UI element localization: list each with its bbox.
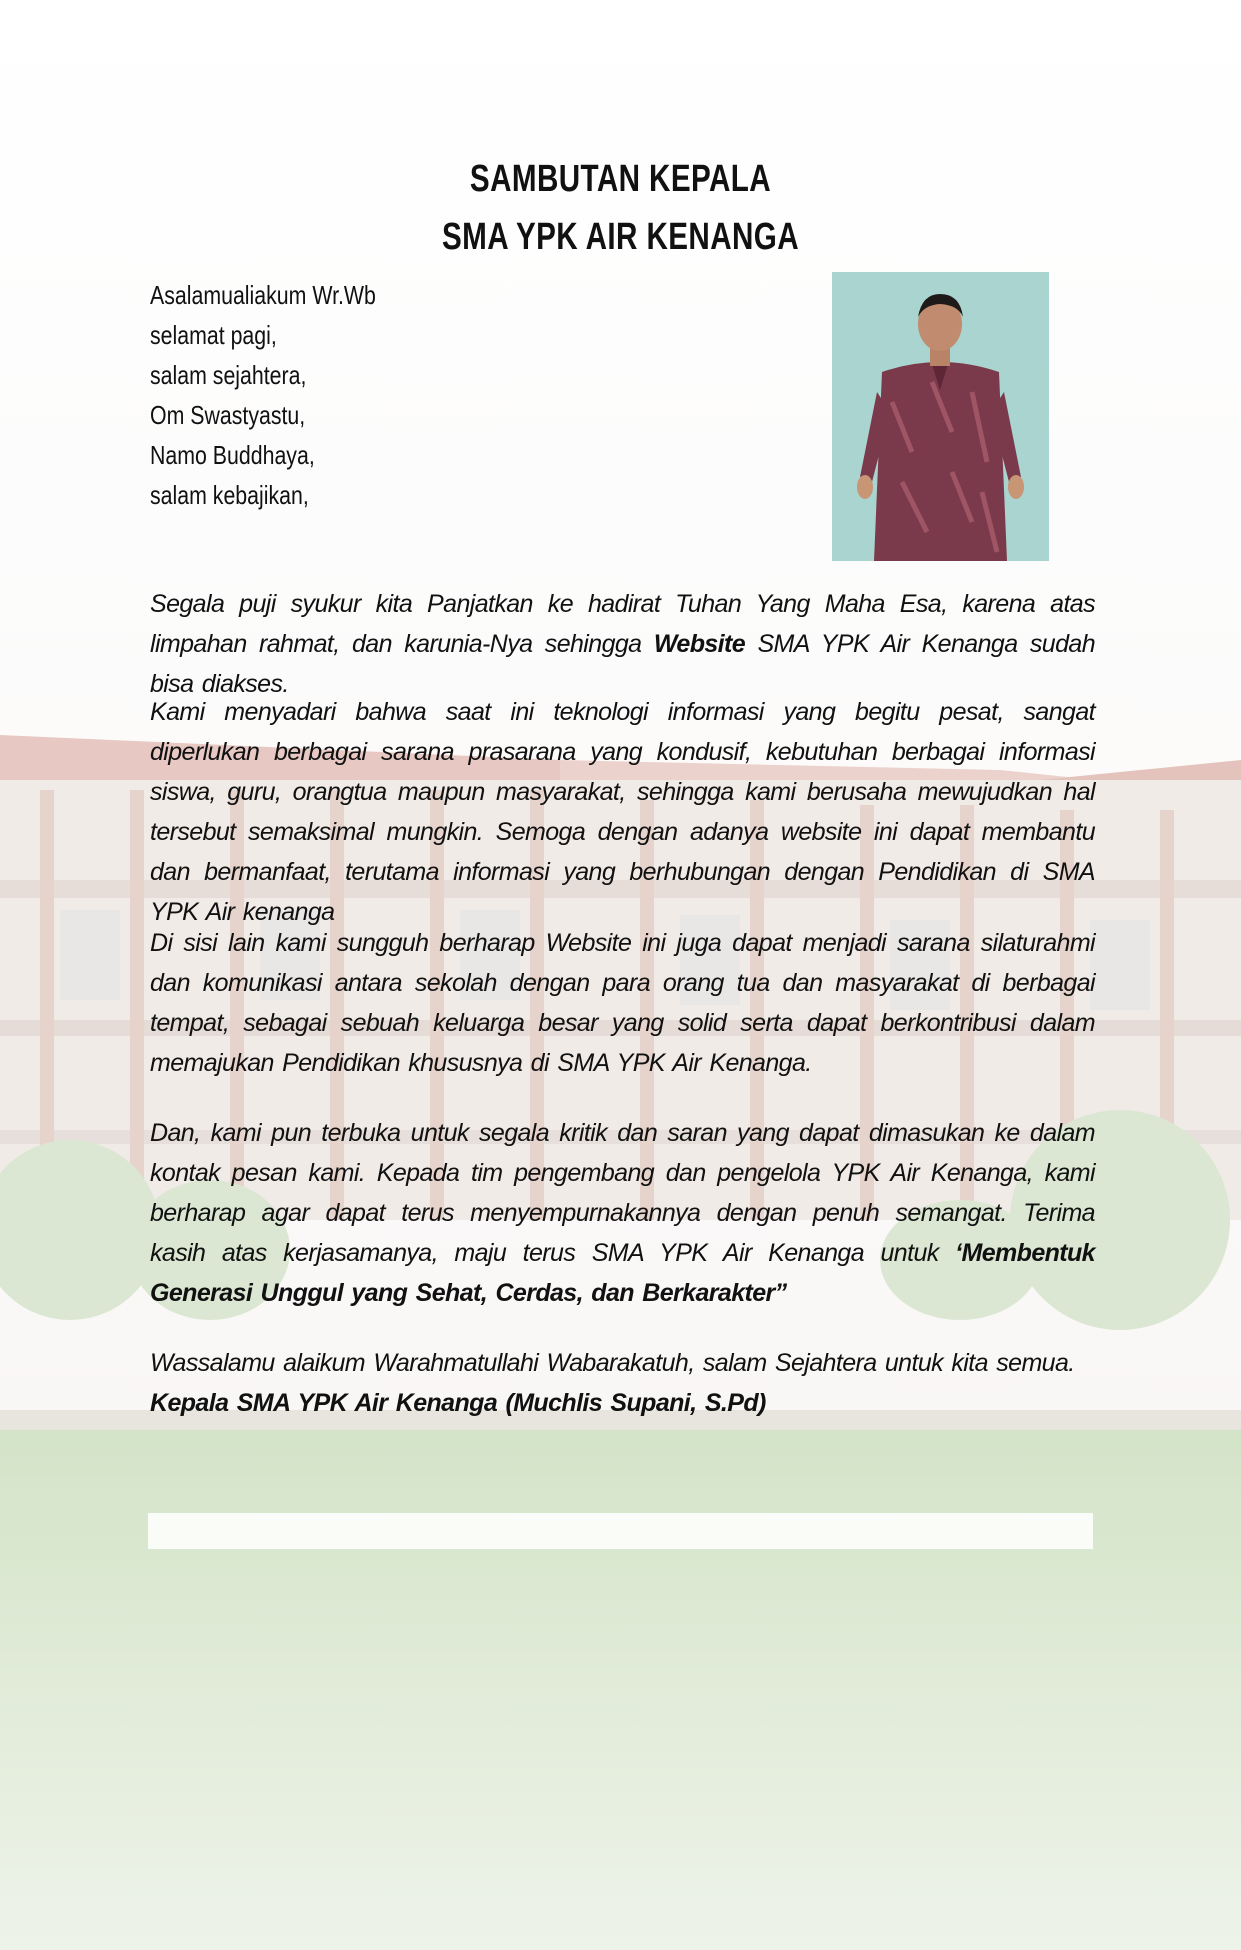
blank-text-box	[148, 1513, 1093, 1549]
greeting-line: Om Swastyastu,	[150, 400, 306, 430]
closing-salutation: Wassalamu alaikum Warahmatullahi Wabarakatuh, salam Sejahtera untuk kita semua.	[150, 1349, 1075, 1377]
paragraph-closing-thanks	[150, 1113, 1095, 1313]
greeting-line: Asalamualiakum Wr.Wb	[150, 280, 376, 310]
greeting-line: Namo Buddhaya,	[150, 440, 315, 470]
paragraph-silaturahmi: Di sisi lain kami sungguh berharap Website ini juga dapat menjadi sarana silaturahmi dan komunikasi antara sekolah dengan para orang tua dan masyarakat di berbagai tempat, sebagai sebuah keluarga besar yang solid serta dapat berkontribusi dalam memajukan Pendidikan khususnya di SMA YPK Air Kenanga.	[150, 929, 1095, 1077]
greeting-line: salam sejahtera,	[150, 360, 307, 390]
page-title-line-1: SAMBUTAN KEPALA	[469, 158, 772, 200]
page-title-line-2: SMA YPK AIR KENANGA	[441, 216, 800, 258]
principal-photo	[832, 272, 1049, 561]
paragraph-intro	[150, 584, 1095, 704]
paragraph-intro-text-end: SMA YPK Air Kenanga sudah bisa diakses.	[150, 630, 1095, 698]
signature: Kepala SMA YPK Air Kenanga (Muchlis Supani, S.Pd)	[150, 1389, 766, 1417]
paragraph-closing-text: Dan, kami pun terbuka untuk segala kritik dan saran yang dapat dimasukan ke dalam kontak pesan kami. Kepada tim pengembang dan pengelola YPK Air Kenanga, kami berharap agar dapat terus menyempurnakannya dengan penuh semangat. Terima kasih atas kerjasamanya, maju terus SMA YPK Air Kenanga untuk	[150, 1119, 1095, 1267]
paragraph-technology: Kami menyadari bahwa saat ini teknologi informasi yang begitu pesat, sangat diperlukan berbagai sarana prasarana yang kondusif, kebutuhan berbagai informasi siswa, guru, orangtua maupun masyarakat, sehingga kami berusaha mewujudkan hal tersebut semaksimal mungkin. Semoga dengan adanya website ini dapat membantu dan bermanfaat, terutama informasi yang berhubungan dengan Pendidikan di SMA YPK Air kenanga	[150, 698, 1095, 926]
greeting-line: selamat pagi,	[150, 320, 277, 350]
greeting-line: salam kebajikan,	[150, 480, 309, 510]
paragraph-intro-text: Segala puji syukur kita Panjatkan ke hadirat Tuhan Yang Maha Esa, karena atas limpahan rahmat, dan karunia-Nya sehingga	[150, 590, 1095, 658]
website-bold-text: Website	[653, 630, 746, 658]
motto-bold-text: ‘Membentuk Generasi Unggul yang Sehat, Cerdas, dan Berkarakter”	[150, 1239, 1095, 1307]
